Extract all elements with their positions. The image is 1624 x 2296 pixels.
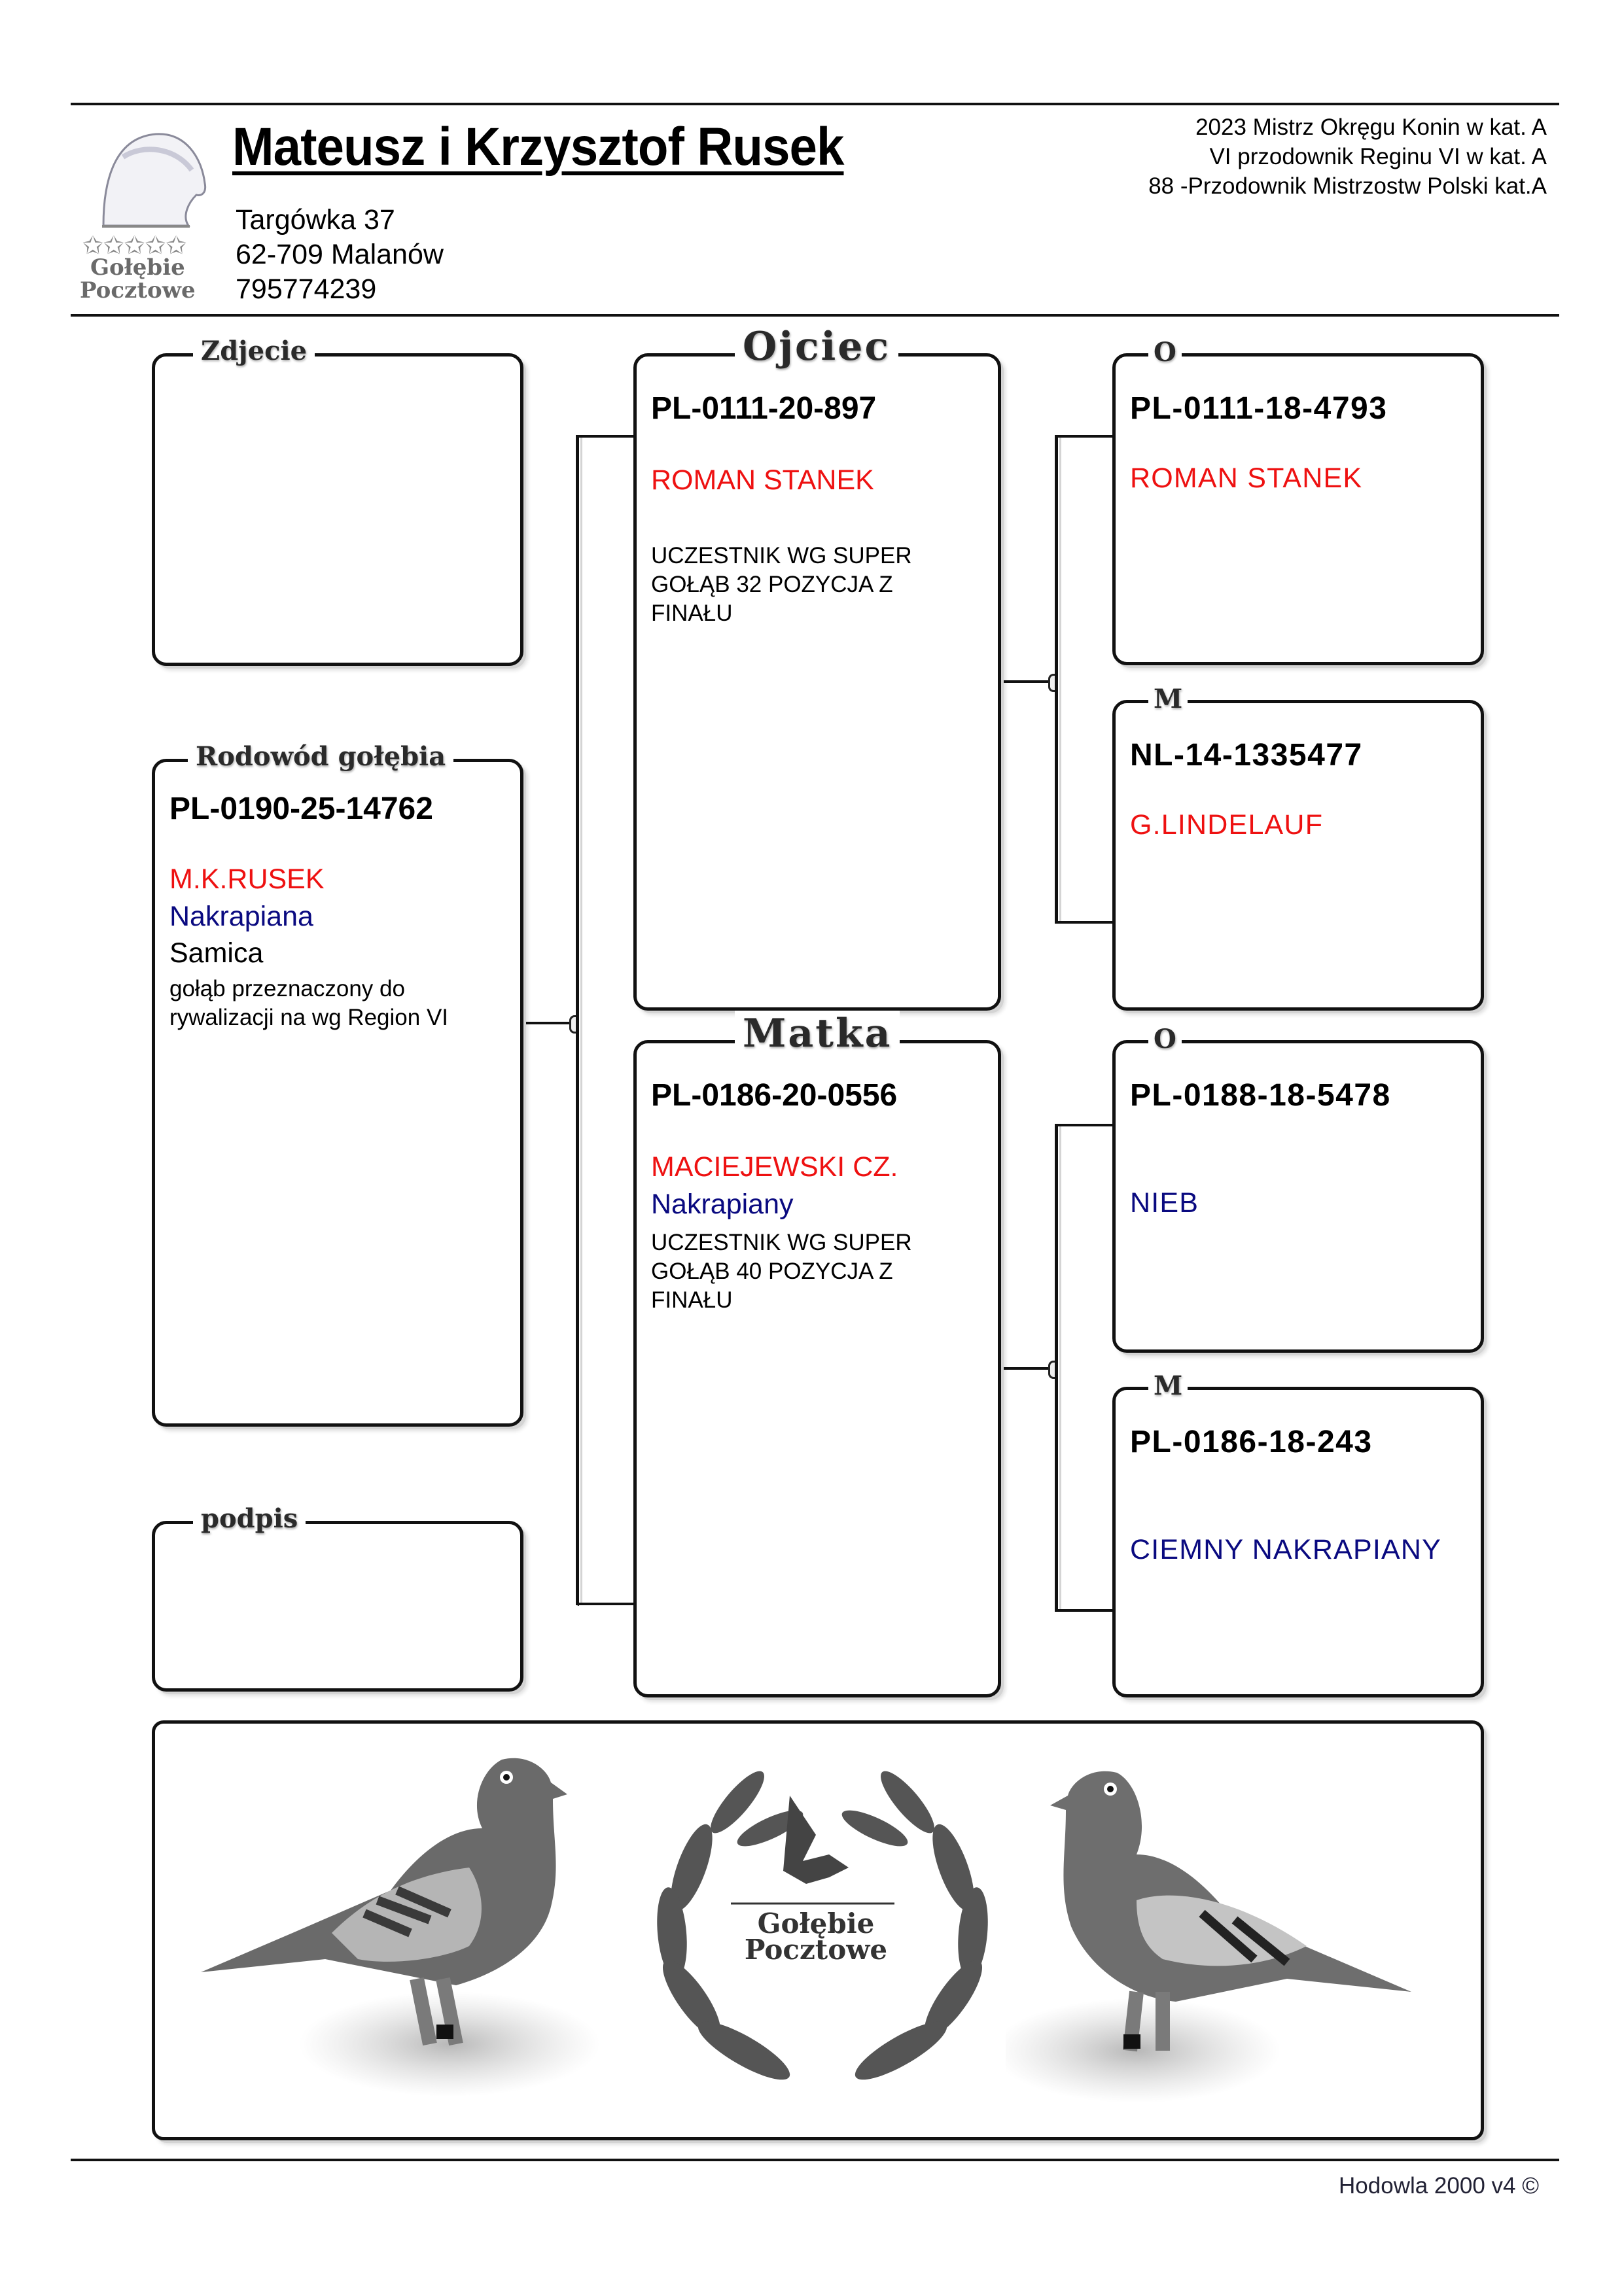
maternal-grandmother-box: [1112, 1370, 1484, 1697]
father-legend: Ojciec: [735, 324, 898, 370]
logo-line-1: Gołębie: [90, 254, 185, 281]
logo-line-2: Pocztowe: [80, 277, 196, 301]
connector-line: [576, 435, 635, 438]
header-bottom-rule: [71, 314, 1559, 317]
award-item: 88 -Przodownik Mistrzostw Polski kat.A: [1148, 173, 1547, 199]
photo-box[interactable]: [152, 336, 523, 666]
connector-line: [1001, 1367, 1055, 1370]
golebie-pocztowe-logo: [77, 118, 218, 301]
footer-credit: Hodowla 2000 v4 ©: [1339, 2173, 1539, 2199]
decorative-image-box: [152, 1720, 1484, 2140]
signature-box[interactable]: [152, 1503, 523, 1692]
breeder-title: Mateusz i Krzysztof Rusek: [232, 117, 844, 177]
emblem-line-2: Pocztowe: [744, 1934, 888, 1966]
mother-ring-number: PL-0186-20-0556: [651, 1078, 898, 1113]
maternal-grandmother-color: CIEMNY NAKRAPIANY: [1130, 1534, 1441, 1565]
paternal-grandmother-box: [1112, 684, 1484, 1011]
emblem-line-1: Gołębie: [757, 1907, 875, 1939]
pigeon-head-icon: [77, 118, 218, 301]
pigeon-note: gołąb przeznaczony do rywalizacji na wg Region VI: [169, 976, 449, 1030]
flying-pigeon-icon: [783, 1796, 849, 1884]
breeder-address: [236, 203, 444, 307]
laurel-wreath-emblem: [639, 1737, 1006, 2129]
pigeon-legend: Rodowód gołębia: [188, 741, 453, 772]
svg-text:✩✩✩✩✩: ✩✩✩✩✩: [82, 231, 187, 260]
father-breeder: ROMAN STANEK: [651, 464, 874, 496]
maternal-grandmother-legend: M: [1148, 1370, 1188, 1401]
pigeon-breeder: M.K.RUSEK: [169, 863, 325, 895]
paternal-grandfather-breeder: ROMAN STANEK: [1130, 462, 1363, 494]
connector-line: [1055, 921, 1114, 924]
address-city: 62-709 Malanów: [236, 239, 444, 270]
pigeon-color: Nakrapiana: [169, 901, 313, 932]
connector-line: [1055, 435, 1114, 438]
header-top-rule: [71, 103, 1559, 105]
connector-line: [1055, 1609, 1114, 1612]
pigeon-pedigree-box: [152, 741, 523, 1427]
mother-legend: Matka: [735, 1011, 900, 1056]
mother-breeder: MACIEJEWSKI CZ.: [651, 1151, 898, 1183]
paternal-grandmother-ring: NL-14-1335477: [1130, 738, 1363, 773]
maternal-grandfather-color: NIEB: [1130, 1187, 1199, 1219]
connector-line: [1001, 680, 1055, 683]
photo-legend: Zdjecie: [193, 336, 315, 366]
pigeon-left-icon: [194, 1737, 600, 2129]
mother-note: UCZESTNIK WG SUPER GOŁĄB 40 POZYCJA Z FINAŁU: [651, 1230, 912, 1313]
paternal-grandfather-ring: PL-0111-18-4793: [1130, 391, 1388, 426]
connector-line: [576, 435, 579, 1606]
address-street: Targówka 37: [236, 204, 395, 235]
award-item: 2023 Mistrz Okręgu Konin w kat. A: [1195, 114, 1547, 140]
connector-line: [576, 1603, 635, 1605]
paternal-grandfather-legend: O: [1148, 337, 1182, 368]
connector-line: [1055, 1124, 1114, 1126]
maternal-grandmother-ring: PL-0186-18-243: [1130, 1425, 1373, 1459]
mother-color: Nakrapiany: [651, 1189, 794, 1220]
award-item: VI przodownik Reginu VI w kat. A: [1209, 144, 1547, 169]
maternal-grandfather-legend: O: [1148, 1024, 1182, 1054]
signature-legend: podpis: [193, 1503, 306, 1534]
pigeon-sex: Samica: [169, 937, 264, 969]
footer-rule: [71, 2159, 1559, 2161]
maternal-grandfather-box: [1112, 1024, 1484, 1353]
connector-line: [1055, 435, 1058, 922]
connector-line: [1055, 1124, 1058, 1611]
maternal-grandfather-ring: PL-0188-18-5478: [1130, 1078, 1391, 1113]
awards-list: [1148, 113, 1547, 201]
pigeon-right-icon: [1006, 1737, 1424, 2129]
paternal-grandfather-box: [1112, 337, 1484, 665]
pigeon-ring-number: PL-0190-25-14762: [169, 791, 433, 826]
father-box: [633, 324, 1001, 1011]
paternal-grandmother-legend: M: [1148, 684, 1188, 714]
father-note: UCZESTNIK WG SUPER GOŁĄB 32 POZYCJA Z FINAŁU: [651, 543, 912, 626]
address-phone: 795774239: [236, 273, 377, 305]
paternal-grandmother-breeder: G.LINDELAUF: [1130, 809, 1324, 841]
mother-box: [633, 1011, 1001, 1697]
father-ring-number: PL-0111-20-897: [651, 391, 877, 426]
